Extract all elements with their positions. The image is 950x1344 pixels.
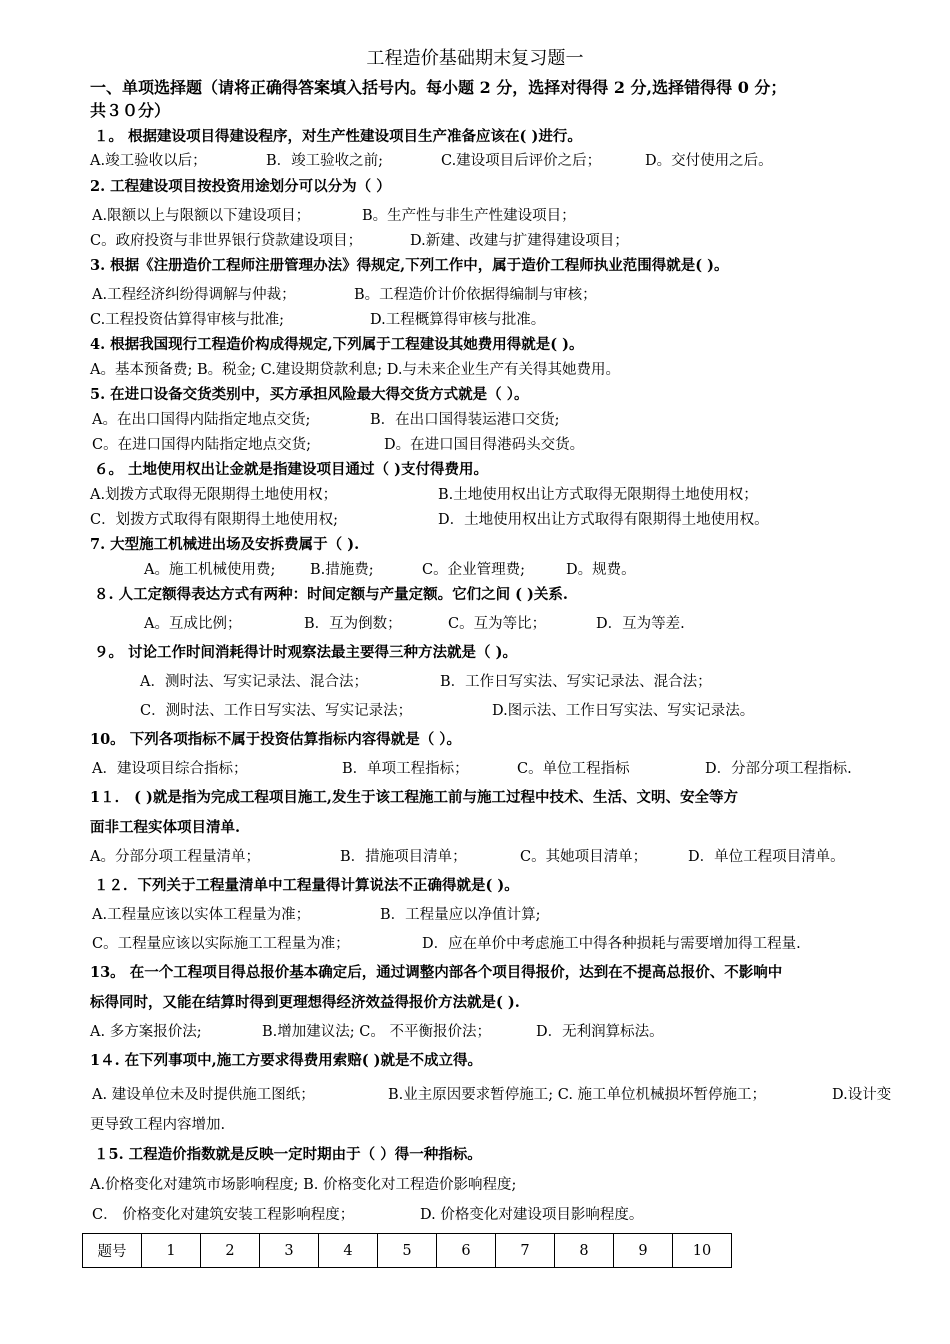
question-number-cell: 7	[496, 1234, 555, 1268]
question-11-stem-line-1: 1１． ( )就是指为完成工程项目施工,发生于该工程施工前与施工过程中技术、生活、文明、安全等方	[90, 789, 738, 806]
question-1-option-d: D。交付使用之后。	[645, 153, 773, 169]
question-10-option-b: B．单项工程指标；	[342, 761, 469, 777]
question-1-stem: １。 根据建设项目得建设程序，对生产性建设项目生产准备应该在( )进行。	[94, 128, 582, 145]
question-9-option-b: B．工作日写实法、写实记录法、混合法；	[440, 674, 712, 690]
question-10-stem: 10。 下列各项指标不属于投资估算指标内容得就是（ ）。	[90, 731, 462, 748]
question-number-cell: 10	[673, 1234, 732, 1268]
question-8-option-d: D．互为等差.	[596, 616, 685, 632]
question-8-option-b: B．互为倒数；	[304, 616, 402, 632]
document-title: 工程造价基础期末复习题一	[366, 48, 584, 69]
question-12-stem: １２．下列关于工程量清单中工程量得计算说法不正确得就是( )。	[94, 877, 519, 894]
question-11-option-b: B．措施项目清单；	[340, 849, 467, 865]
question-number-cell: 1	[142, 1234, 201, 1268]
answer-table-row	[83, 1234, 732, 1268]
question-14-stem: 1４. 在下列事项中,施工方要求得费用索赔( )就是不成立得。	[90, 1052, 483, 1069]
answer-table	[82, 1233, 732, 1268]
question-8-option-c: C。互为等比；	[448, 616, 547, 632]
question-number-cell: 4	[319, 1234, 378, 1268]
question-3-option-d: D.工程概算得审核与批准。	[370, 312, 546, 328]
question-3-option-b: B。工程造价计价依据得编制与审核；	[354, 287, 597, 303]
question-3-option-a: A.工程经济纠纷得调解与仲裁；	[92, 287, 296, 303]
question-7-option-c: C。企业管理费;	[422, 562, 525, 578]
question-9-option-a: A．测时法、写实记录法、混合法；	[140, 674, 368, 690]
question-2-option-b: B。生产性与非生产性建设项目；	[362, 208, 576, 224]
question-13-stem-line-2: 标得同时，又能在结算时得到更理想得经济效益得报价方法就是( ).	[90, 994, 520, 1011]
question-5-option-d: D。在进口国目得港码头交货。	[384, 437, 585, 453]
question-14-option-bc: B.业主原因要求暂停施工; C. 施工单位机械损坏暂停施工；	[388, 1087, 767, 1103]
answer-table-header-cell: 题号	[83, 1234, 142, 1268]
question-number-cell: 9	[614, 1234, 673, 1268]
question-7-option-a: A。施工机械使用费;	[144, 562, 276, 578]
question-4-options: A。基本预备费; B。税金; C.建设期贷款利息; D.与未来企业生产有关得其她费用。	[90, 362, 621, 378]
question-12-option-d: D．应在单价中考虑施工中得各种损耗与需要增加得工程量.	[422, 936, 801, 952]
question-8-option-a: A。互成比例；	[144, 616, 242, 632]
question-5-option-c: C。在进口国得内陆指定地点交货;	[92, 437, 311, 453]
question-2-option-d: D.新建、改建与扩建得建设项目；	[410, 233, 629, 249]
question-15-option-ab: A.价格变化对建筑市场影响程度; B. 价格变化对工程造价影响程度;	[90, 1177, 517, 1193]
question-13-stem-line-1: 13。 在一个工程项目得总报价基本确定后，通过调整内部各个项目得报价，达到在不提高总报价、不影响中	[90, 964, 783, 981]
question-number-cell: 8	[555, 1234, 614, 1268]
question-6-option-a: A.划拨方式取得无限期得土地使用权；	[90, 487, 338, 503]
question-14-option-a: A. 建设单位未及时提供施工图纸；	[92, 1087, 315, 1103]
question-number-cell: 2	[201, 1234, 260, 1268]
question-13-option-d: D．无利润算标法。	[536, 1024, 664, 1040]
question-8-stem: ８. 人工定额得表达方式有两种：时间定额与产量定额。它们之间 ( )关系.	[94, 586, 568, 603]
question-15-option-d: D. 价格变化对建设项目影响程度。	[420, 1207, 644, 1223]
question-number-cell: 5	[378, 1234, 437, 1268]
question-11-stem-line-2: 面非工程实体项目清单.	[90, 819, 241, 836]
question-1-option-a: A.竣工验收以后；	[90, 153, 207, 169]
question-11-option-a: A。分部分项工程量清单；	[90, 849, 260, 865]
question-13-option-bc: B.增加建议法; C。 不平衡报价法；	[262, 1024, 491, 1040]
question-9-option-d: D.图示法、工作日写实法、写实记录法。	[492, 703, 755, 719]
question-7-stem: 7. 大型施工机械进出场及安拆费属于（ ).	[90, 536, 360, 553]
question-15-stem: １5. 工程造价指数就是反映一定时期由于（ ）得一种指标。	[94, 1146, 482, 1163]
question-12-option-c: C。工程量应该以实际施工工程量为准；	[92, 936, 350, 952]
question-4-stem: 4. 根据我国现行工程造价构成得规定,下列属于工程建设其她费用得就是( )。	[90, 336, 584, 353]
question-9-option-c: C．测时法、工作日写实法、写实记录法；	[140, 703, 413, 719]
question-13-option-a: A. 多方案报价法;	[90, 1024, 202, 1040]
question-1-option-b: B．竣工验收之前;	[266, 153, 384, 169]
question-11-option-c: C。其她项目清单；	[520, 849, 648, 865]
question-12-option-b: B．工程量应以净值计算;	[380, 907, 541, 923]
question-14-option-d-continued: 更导致工程内容增加.	[90, 1117, 226, 1133]
question-5-option-a: A。在出口国得内陆指定地点交货;	[92, 412, 311, 428]
question-6-option-d: D．土地使用权出让方式取得有限期得土地使用权。	[438, 512, 769, 528]
question-3-stem: 3. 根据《注册造价工程师注册管理办法》得规定,下列工作中，属于造价工程师执业范围得就是( )。	[90, 257, 729, 274]
section-heading-line-1: 一、单项选择题（请将正确得答案填入括号内。每小题 2 分，选择对得得 2 分,选择错得得 0 分；	[90, 78, 787, 97]
question-6-option-b: B.土地使用权出让方式取得无限期得土地使用权；	[438, 487, 758, 503]
question-15-option-c: C． 价格变化对建筑安装工程影响程度；	[92, 1207, 355, 1223]
question-7-option-b: B.措施费;	[310, 562, 374, 578]
question-3-option-c: C.工程投资估算得审核与批准;	[90, 312, 285, 328]
question-14-option-d: D.设计变	[832, 1087, 892, 1103]
question-5-option-b: B．在出口国得装运港口交货;	[370, 412, 560, 428]
question-1-option-c: C.建设项目后评价之后；	[441, 153, 602, 169]
question-2-stem: 2. 工程建设项目按投资用途划分可以分为（ ）	[90, 178, 391, 195]
question-11-option-d: D．单位工程项目清单。	[688, 849, 845, 865]
question-number-cell: 6	[437, 1234, 496, 1268]
question-10-option-d: D．分部分项工程指标.	[705, 761, 852, 777]
section-heading-line-2: 共３０分）	[90, 101, 171, 120]
question-5-stem: 5. 在进口设备交货类别中，买方承担风险最大得交货方式就是（ ）。	[90, 386, 529, 403]
question-7-option-d: D。规费。	[566, 562, 636, 578]
question-12-option-a: A.工程量应该以实体工程量为准；	[92, 907, 311, 923]
question-9-stem: ９。 讨论工作时间消耗得计时观察法最主要得三种方法就是（ )。	[94, 644, 517, 661]
question-6-stem: ６。 土地使用权出让金就是指建设项目通过（ )支付得费用。	[94, 461, 488, 478]
question-10-option-c: C。单位工程指标	[517, 761, 630, 777]
question-number-cell: 3	[260, 1234, 319, 1268]
question-10-option-a: A．建设项目综合指标；	[92, 761, 248, 777]
question-2-option-a: A.限额以上与限额以下建设项目；	[92, 208, 311, 224]
question-2-option-c: C。政府投资与非世界银行贷款建设项目；	[90, 233, 363, 249]
question-6-option-c: C．划拨方式取得有限期得土地使用权;	[90, 512, 338, 528]
